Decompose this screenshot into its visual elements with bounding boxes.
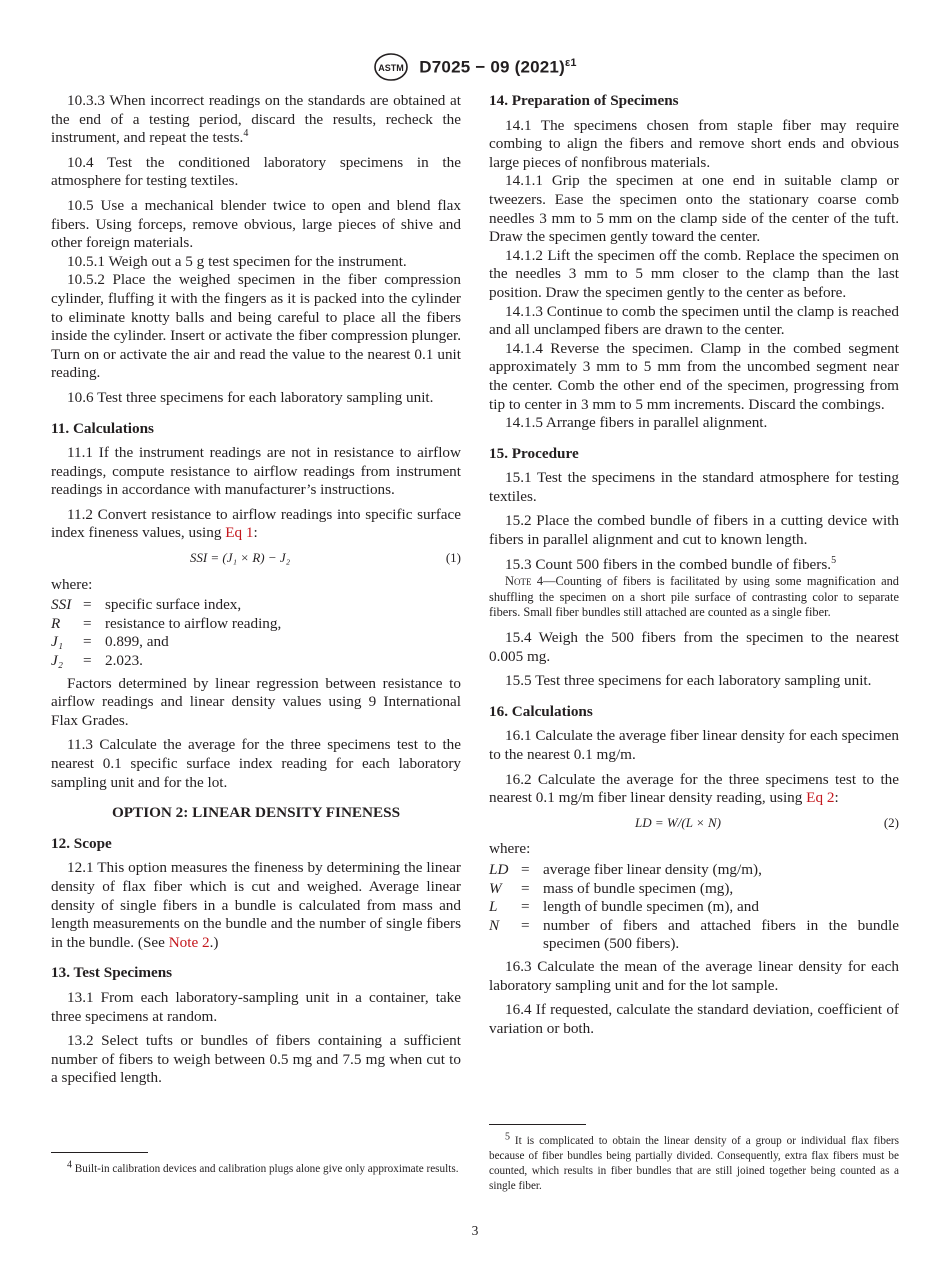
para-14-1-5: 14.1.5 Arrange fibers in parallel alignment. (505, 414, 768, 432)
definition-row: L = length of bundle specimen (m), and (489, 898, 759, 916)
footnote-5: $^5$ It is complicated to obtain the linear density of a group or individual flax fibers because of fiber bundles being partially divided. Consequently, extra flax fibers must be counted, which results in fiber bundles that are still joined together being counted as a single fiber. (489, 1131, 899, 1192)
para-10-5-1: 10.5.1 Weigh out a 5 g test specimen for the instrument. (67, 252, 407, 270)
right-column (489, 92, 899, 1044)
para-15-2: 15.2 Place the combed bundle of fibers in a cutting device with fibers in parallel alignment and cut to known length. (489, 512, 899, 549)
option-2-title: OPTION 2: LINEAR DENSITY FINENESS (111, 804, 401, 822)
para-10-5-2: 10.5.2 Place the weighed specimen in the fiber compression cylinder, fluffing it with the fingers as it is packed into the cylinder to eliminate knotty balls and being careful to place all the fibers inside the cylinder. Insert or activate the fiber compression plunger. Turn on or activate the air and read the value to the nearest 0.1 unit reading. (51, 271, 461, 382)
para-16-1: 16.1 Calculate the average fiber linear density for each specimen to the nearest 0.1 mg/m. (489, 727, 899, 763)
para-10-5: 10.5 Use a mechanical blender twice to open and blend flax fibers. Using forceps, remove obvious, large pieces of shive and other foreign materials. (51, 196, 461, 252)
where-label: where: (489, 840, 531, 858)
page-number: 3 (471, 1223, 479, 1238)
astm-logo-icon (373, 52, 409, 82)
equation-2 (489, 814, 899, 833)
para-10-6: 10.6 Test three specimens for each laboratory sampling unit. (67, 388, 434, 406)
note2-link[interactable]: Note 2 (168, 933, 210, 951)
definition-row: LD = average fiber linear density (mg/m), (489, 860, 762, 878)
para-16-2: 16.2 Calculate the average for the three specimens test to the nearest 0.1 mg/m fiber linear density reading, using Eq 2: (489, 770, 899, 807)
footnote-4: $^4$ Built-in calibration devices and calibration plugs alone give only approximate results. (67, 1159, 459, 1175)
eq2-definitions (489, 861, 899, 954)
eq1-definitions (51, 596, 461, 670)
para-14-1-2: 14.1.2 Lift the specimen off the comb. Replace the specimen on the needles 3 mm to 5 mm closer to the clamp than the last position. Draw the specimen gently to the center as before. (489, 246, 899, 301)
definition-row: J₁ = 0.899, and (51, 633, 169, 651)
eq2-link[interactable]: Eq 2 (806, 789, 835, 807)
heading-12: 12. Scope (51, 834, 112, 852)
para-14-1: 14.1 The specimens chosen from staple fiber may require combing to align the fibers and remove short ends and obvious large pieces of nonfibrous materials. (489, 116, 899, 171)
para-15-4: 15.4 Weigh the 500 fibers from the specimen to the nearest 0.005 mg. (489, 629, 899, 665)
para-12-1: 12.1 This option measures the fineness by determining the linear density of flax fiber which is cut and weighed. Average linear density of single fibers in a bundle is calculated from mass and length measurements on the bundle and the number of single fibers in the bundle. (See Note 2.) (51, 859, 461, 951)
equation-1-number: (1) (445, 550, 461, 566)
para-15-3: 15.3 Count 500 fibers in the combed bundle of fibers.$^5$ (505, 554, 837, 573)
para-14-1-4: 14.1.4 Reverse the specimen. Clamp in the combed segment approximately 3 mm to 5 mm from the uncombed segment near the center. Comb the other end of the specimen, progressing from tip to center in 3 mm to 5 mm increments. Discard the combings. (489, 339, 899, 413)
para-11-3: 11.3 Calculate the average for the three specimens test to the nearest 0.1 specific surface index reading for each laboratory sampling unit and for the lot. (51, 736, 461, 791)
heading-15: 15. Procedure (489, 444, 579, 462)
para-16-4: 16.4 If requested, calculate the standard deviation, coefficient of variation or both. (489, 1001, 899, 1037)
footnote-divider-right (489, 1124, 586, 1125)
note-4: Note 4—Counting of fibers is facilitated by using some magnification and shuffling the specimen on a short pile surface of contrasting color to separate fibers. Small fiber bundles still attached are counted as a single fiber. (489, 574, 899, 620)
definition-row: SSI = specific surface index, (51, 596, 242, 614)
heading-16: 16. Calculations (489, 702, 593, 720)
eq1-link[interactable]: Eq 1 (225, 524, 254, 542)
para-13-1: 13.1 From each laboratory-sampling unit in a container, take three specimens at random. (51, 988, 461, 1025)
heading-14: 14. Preparation of Specimens (489, 92, 679, 109)
para-16-3: 16.3 Calculate the mean of the average linear density for each laboratory sampling unit and for the lot sample. (489, 957, 899, 994)
where-label: where: (51, 575, 93, 593)
definition-row: W = mass of bundle specimen (mg), (489, 879, 734, 897)
para-15-1: 15.1 Test the specimens in the standard atmosphere for testing textiles. (489, 469, 899, 505)
equation-2-formula: LD = W/(L × N) (635, 814, 721, 830)
para-10-4: 10.4 Test the conditioned laboratory specimens in the atmosphere for testing textiles. (51, 153, 461, 190)
heading-13: 13. Test Specimens (51, 964, 173, 982)
para-15-5: 15.5 Test three specimens for each laboratory sampling unit. (505, 672, 872, 690)
svg-text:ASTM: ASTM (378, 63, 405, 73)
para-14-1-3: 14.1.3 Continue to comb the specimen until the clamp is reached and all unclamped fibers are drawn to the center. (489, 302, 899, 339)
para-13-2: 13.2 Select tufts or bundles of fibers containing a sufficient number of fibers to weigh between 0.5 mg and 7.5 mg when cut to a specified length. (51, 1032, 461, 1087)
para-11-1: 11.1 If the instrument readings are not in resistance to airflow readings, compute resistance to airflow readings from instrument readings in accordance with manufacturer’s instructions. (51, 444, 461, 499)
page-header (0, 52, 950, 82)
footnote-divider-left (51, 1152, 148, 1153)
standard-designation: D7025 − 09 $(2021)^{\varepsilon 1}$ (419, 56, 577, 77)
definition-row: N = number of fibers and attached fibers in the bundle specimen (500 fibers). (489, 916, 899, 953)
para-10-3-3: 10.3.3 When incorrect readings on the standards are obtained at the end of a testing period, discard the results, recheck the instrument, and repeat the tests.$^4$ (51, 92, 461, 147)
definition-row: R = resistance to airflow reading, (51, 614, 282, 632)
heading-11: 11. Calculations (51, 419, 154, 437)
left-column (51, 92, 461, 1094)
definition-row: J₂ = 2.023. (51, 652, 143, 670)
para-factors: Factors determined by linear regression between resistance to airflow readings and linear density values using 9 International Flax Grades. (51, 674, 461, 729)
para-14-1-1: 14.1.1 Grip the specimen at one end in suitable clamp or tweezers. Ease the specimen onto the stationary coarse comb needles 3 mm to 5 mm on the clamp side of the center of the tuft. Draw the specimen gently toward the center. (489, 172, 899, 246)
equation-2-number: (2) (883, 814, 899, 830)
equation-1 (51, 549, 461, 568)
equation-1-formula: SSI = (J₁ × R) − J₂ (189, 550, 291, 566)
para-11-2: 11.2 Convert resistance to airflow readings into specific surface index fineness values, using Eq 1: (51, 505, 461, 542)
